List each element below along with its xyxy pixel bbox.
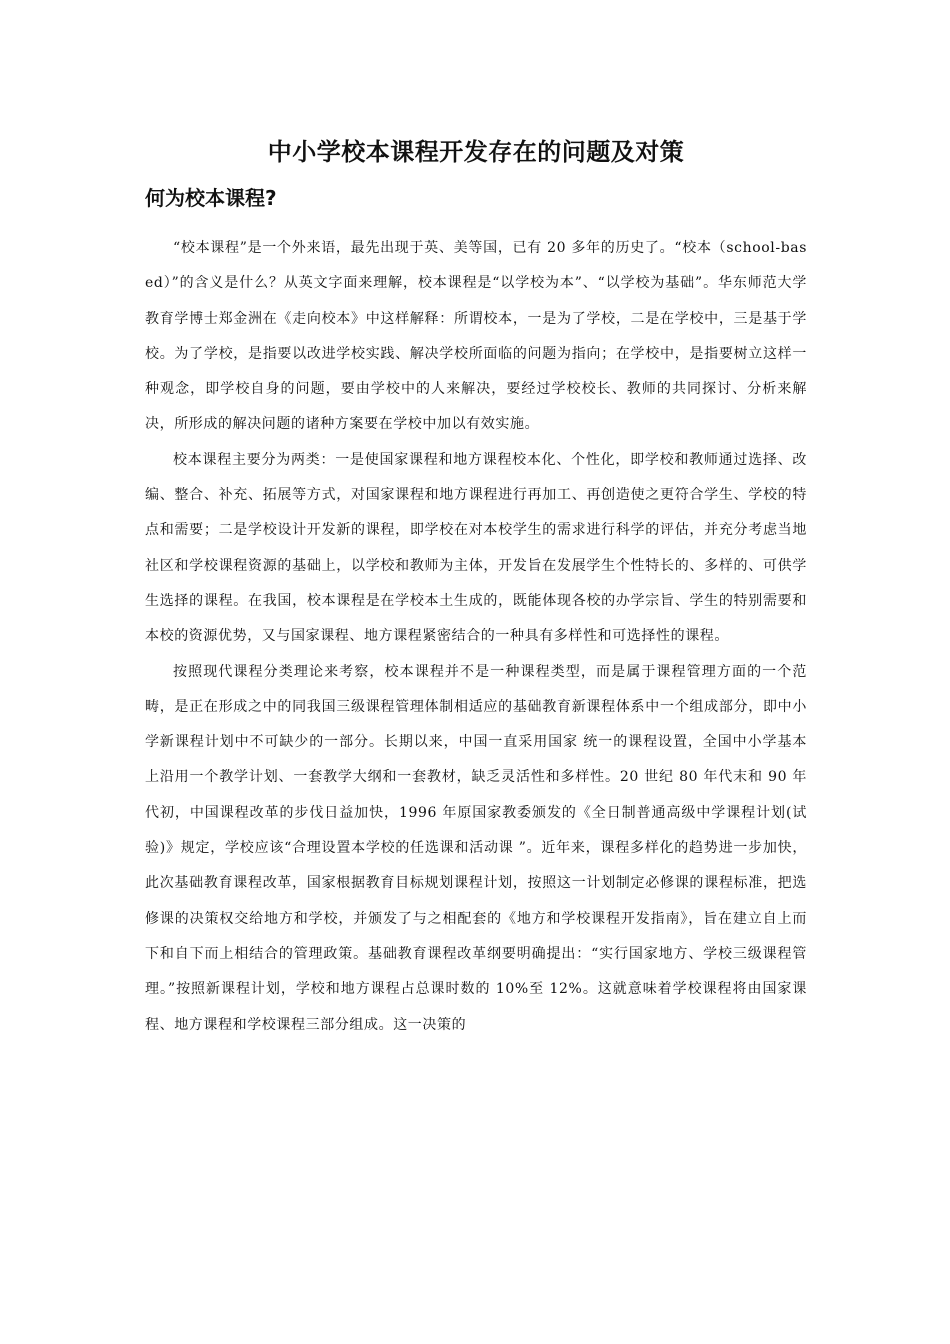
paragraph-1: “校本课程”是一个外来语，最先出现于英、美等国，已有 20 多年的历史了。“校本（school-based）”的含义是什么？从英文字面来理解，校本课程是“以学校为本”、“以学校为基础”。华东师范大学教育学博士郑金洲在《走向校本》中这样解释：所谓校本，一是为了学校，二是在学校中，三是基于学校。为了学校，是指要以改进学校实践、解决学校所面临的问题为指向；在学校中，是指要树立这样一种观念，即学校自身的问题，要由学校中的人来解决，要经过学校校长、教师的共同探讨、分析来解决，所形成的解决问题的诸种方案要在学校中加以有效实施。 [145,240,807,433]
paragraph-list [145,231,807,1043]
paragraph-3: 按照现代课程分类理论来考察，校本课程并不是一种课程类型，而是属于课程管理方面的一个范畴，是正在形成之中的同我国三级课程管理体制相适应的基础教育新课程体系中一个组成部分，即中小学新课程计划中不可缺少的一部分。长期以来，中国一直采用国家 统一的课程设置，全国中小学基本上沿用一个教学计划、一套教学大纲和一套教材，缺乏灵活性和多样性。20 世纪 80 年代末和 90 年代初，中国课程改革的步伐日益加快，1996 年原国家教委颁发的《全日制普通高级中学课程计划(试验)》规定，学校应该“合理设置本学校的任选课和活动课 ”。近年来，课程多样化的趋势进一步加快，此次基础教育课程改革，国家根据教育目标规划课程计划，按照这一计划制定必修课的课程标准，把选修课的决策权交给地方和学校，并颁发了与之相配套的《地方和学校课程开发指南》，旨在建立自上而下和自下而上相结合的管理政策。基础教育课程改革纲要明确提出：“实行国家地方、学校三级课程管理。”按照新课程计划，学校和地方课程占总课时数的 10%至 12%。这就意味着学校课程将由国家课程、地方课程和学校课程三部分组成。这一决策的 [145,663,807,1033]
document-body [145,135,807,1043]
section-heading: 何为校本课程? [145,186,277,210]
document-title: 中小学校本课程开发存在的问题及对策 [267,138,685,166]
paragraph-2: 校本课程主要分为两类：一是使国家课程和地方课程校本化、个性化，即学校和教师通过选择、改编、整合、补充、拓展等方式，对国家课程和地方课程进行再加工、再创造使之更符合学生、学校的特点和需要；二是学校设计开发新的课程，即学校在对本校学生的需求进行科学的评估，并充分考虑当地社区和学校课程资源的基础上，以学校和教师为主体，开发旨在发展学生个性特长的、多样的、可供学生选择的课程。在我国，校本课程是在学校本土生成的，既能体现各校的办学宗旨、学生的特别需要和本校的资源优势，又与国家课程、地方课程紧密结合的一种具有多样性和可选择性的课程。 [145,451,807,645]
